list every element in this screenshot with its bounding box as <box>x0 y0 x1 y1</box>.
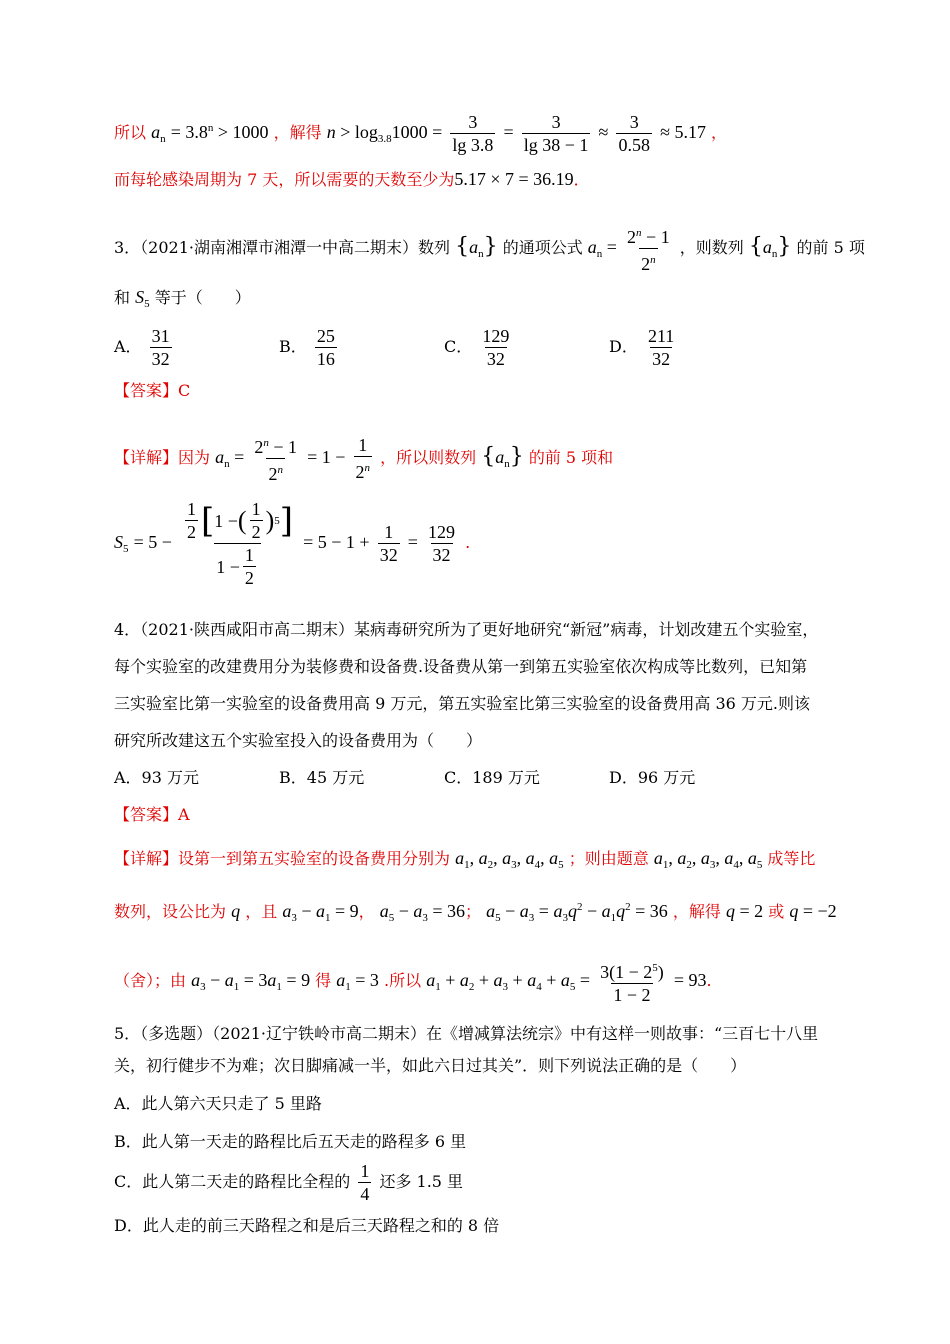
math-s5: $S_5$ <box>114 532 129 555</box>
text: 32 <box>486 349 505 369</box>
text: 2 <box>641 254 651 274</box>
math-a1: $a_1 = 3$ <box>336 970 379 993</box>
text: 2 <box>244 568 254 588</box>
text: 数列，设公比为 <box>114 902 227 921</box>
q5-option-a[interactable]: A．此人第六天只走了 5 里路 <box>114 1094 322 1113</box>
text: = −2 <box>802 901 837 921</box>
text: 3.8 <box>377 133 392 145</box>
text: 3 <box>629 112 639 132</box>
text: 5 <box>274 514 280 527</box>
big-numerator: $\frac{1}{2}$ [ 1 − ( $\frac{1}{2}$ ) 5 ] <box>187 499 294 542</box>
fraction <box>480 325 511 370</box>
math-s5: $S_5$ <box>135 287 150 310</box>
text: C．此人第二天走的路程比全程的 <box>114 1172 351 1191</box>
q3-s5-equation <box>114 498 470 589</box>
text: 而每轮感染周期为 7 天，所以需要的天数至少为 <box>114 170 455 189</box>
fraction-result <box>426 521 457 566</box>
q5-stem-line-2: 关，初行健步不为难；次日脚痛减一半，如此六日过其关”．则下列说法正确的是（ ） <box>114 1056 747 1075</box>
text: 32 <box>432 545 451 565</box>
text: 31 <box>151 326 170 346</box>
text: 2 <box>254 437 264 457</box>
half-den <box>243 544 256 589</box>
fraction-formula: $\frac{2^n - 1}{2^n}$ <box>254 437 298 484</box>
fraction-2 <box>522 111 591 156</box>
text: = 1 − <box>307 447 346 467</box>
text: n <box>207 122 214 134</box>
text: B． <box>279 337 307 356</box>
text: − 1 <box>641 227 670 247</box>
text: 1 − <box>216 556 240 577</box>
text: ，则数列 <box>679 238 744 257</box>
text: ， <box>711 123 728 142</box>
text: ． <box>573 170 590 189</box>
text: （舍）；由 <box>114 971 187 990</box>
text: ) <box>657 962 664 982</box>
text: > 1000 <box>213 122 269 142</box>
text: = 5 − <box>133 532 172 552</box>
approx: ≈ <box>598 122 609 142</box>
text: lg 38 − 1 <box>523 135 589 155</box>
text: = 5 − 1 + <box>303 532 370 552</box>
math-an: $a_n$ <box>151 122 166 145</box>
text: = 3.8 <box>170 122 208 142</box>
text: 32 <box>379 545 398 565</box>
text: 等于（ ） <box>154 288 251 307</box>
big-denominator <box>214 543 261 589</box>
text: 还多 1.5 里 <box>379 1172 464 1191</box>
text: 2 <box>627 227 637 247</box>
q3-answer: 【答案】C <box>114 381 191 400</box>
text: 16 <box>316 349 335 369</box>
math-eq1: $a_3 - a_1 = 9$ <box>282 901 359 924</box>
q3-option-b[interactable] <box>279 325 340 370</box>
math-q1: q = 2 <box>725 901 764 921</box>
text: 1 − 2 <box>613 985 651 1005</box>
text: 和 <box>114 288 131 307</box>
text: 32 <box>151 349 170 369</box>
text: 3 <box>468 112 478 132</box>
fraction-sum <box>598 957 666 1006</box>
text: 2 <box>187 522 196 542</box>
math-an: $a_n$ = <box>215 447 245 470</box>
text: D． <box>609 337 638 356</box>
q3-option-d[interactable] <box>609 325 679 370</box>
text: ≈ 5.17 <box>660 122 706 142</box>
q4-option-a[interactable]: A．93 万元 <box>114 768 200 787</box>
q5-option-c[interactable] <box>114 1160 463 1205</box>
math-terms-2: $a_1$, $a_2$, $a_3$, $a_4$, $a_5$ <box>653 848 763 871</box>
q4-detail-line-3 <box>114 957 712 1006</box>
q3-option-a[interactable] <box>114 325 175 370</box>
text: C． <box>444 337 473 356</box>
fraction-formula: $\frac{2^n - 1}{2^n}$ <box>627 227 670 274</box>
half <box>185 498 198 543</box>
text: 1000 = <box>391 122 443 142</box>
text: 32 <box>652 349 671 369</box>
math-eq: $a_3 - a_1 = 3a_1 = 9$ <box>191 970 311 993</box>
math-ineq <box>171 122 269 142</box>
text: 4 <box>360 1184 370 1204</box>
q4-detail-line-1 <box>114 847 815 876</box>
half-inner <box>250 498 263 543</box>
q5-option-b[interactable]: B．此人第一天走的路程比后五天走的路程多 6 里 <box>114 1132 467 1151</box>
math-seq: $\{a_n\}$ <box>481 444 524 470</box>
text: ，所以则数列 <box>380 448 477 467</box>
text: 25 <box>316 326 335 346</box>
text: ，解得 <box>672 902 721 921</box>
fraction <box>150 325 172 370</box>
math-terms: $a_1$, $a_2$, $a_3$, $a_4$, $a_5$ <box>455 848 564 871</box>
eq: = <box>503 122 514 142</box>
fraction-1-32 <box>378 521 400 566</box>
text: = 2 <box>739 901 764 921</box>
text: 0.58 <box>618 135 650 155</box>
text: . <box>465 533 471 552</box>
q4-stem-line-1: 4．（2021·陕西咸阳市高二期末）某病毒研究所为了更好地研究“新冠”病毒，计划改建五个实验室， <box>114 620 819 639</box>
fraction <box>315 325 337 370</box>
math-seq: $\{a_n\}$ <box>455 234 498 260</box>
text: 2 <box>251 522 261 542</box>
text: 1 <box>360 1161 370 1181</box>
text: 得 <box>315 971 332 990</box>
text: 1 <box>251 499 261 519</box>
text: = 9 <box>286 970 311 990</box>
text: 211 <box>647 326 675 346</box>
q5-option-d[interactable]: D．此人走的前三天路程之和是后三天路程之和的 8 倍 <box>114 1216 500 1235</box>
q3-stem-line-2 <box>114 286 251 315</box>
q3-stem-line-1 <box>114 222 865 275</box>
text: 2 <box>268 464 278 484</box>
math-q: q <box>231 901 241 921</box>
text: 1 <box>384 522 394 542</box>
text: 1 <box>358 435 368 455</box>
q3-detail-line-1 <box>114 432 613 485</box>
text: = 36 <box>432 901 466 921</box>
math-q2: q = −2 <box>789 901 837 921</box>
prev-solution-line-1 <box>114 111 727 156</box>
text: 的通项公式 <box>502 238 583 257</box>
text: = 36 <box>635 901 668 921</box>
q4-stem-line-2: 每个实验室的改建费用分为装修费和设备费.设备费从第一到第五实验室依次构成等比数列，已知第 <box>114 657 808 676</box>
q3-option-c[interactable] <box>444 325 514 370</box>
q5-stem-line-1: 5．（多选题）（2021·辽宁铁岭市高二期末）在《增减算法统宗》中有这样一则故事：“三百七十八里 <box>114 1024 819 1043</box>
text: 5 <box>652 962 658 974</box>
fraction-half-n: $\frac{1}{2^n}$ <box>355 435 371 482</box>
text: 的前 5 项 <box>796 238 865 257</box>
text: ，解得 <box>273 123 322 142</box>
text: 【详解】因为 <box>114 448 211 467</box>
q4-option-d[interactable]: D．96 万元 <box>609 768 696 787</box>
math-eq3: $a_5 - a_3 = a_3q^2 - a_1q^2 = 36$ <box>486 901 668 924</box>
math-sum: $a_1 + a_2 + a_3 + a_4 + a_5$ = <box>426 970 590 993</box>
q4-option-c[interactable]: C．189 万元 <box>444 768 540 787</box>
q4-stem-line-3: 三实验室比第一实验室的设备费用高 9 万元，第五实验室比第三实验室的设备费用高 36 万元.则该 <box>114 694 810 713</box>
text: = 9 <box>334 901 359 921</box>
text: 成等比 <box>767 849 816 868</box>
text: 129 <box>482 326 510 346</box>
text: . <box>706 971 712 990</box>
text: 1 <box>244 545 254 565</box>
text: 3 <box>551 112 561 132</box>
eq: = <box>407 532 418 552</box>
text: ；则由题意 <box>568 849 649 868</box>
fraction <box>646 325 676 370</box>
fraction-1 <box>450 111 495 156</box>
math-seq-2: $\{a_n\}$ <box>748 234 792 260</box>
text: 或 <box>768 902 785 921</box>
text: lg 3.8 <box>452 135 494 155</box>
text: 2 <box>355 462 365 482</box>
q4-stem-line-4: 研究所改建这五个实验室投入的设备费用为（ ） <box>114 731 483 750</box>
text: 的前 5 项和 <box>528 448 614 467</box>
math-formula: $a_n$ = <box>587 237 617 260</box>
text: = 93 <box>673 970 707 990</box>
text: A． <box>114 337 142 356</box>
text: = 3 <box>355 970 379 990</box>
q4-option-b[interactable]: B．45 万元 <box>279 768 365 787</box>
text: 3(1 − 2 <box>600 962 653 982</box>
q4-answer: 【答案】A <box>114 805 190 824</box>
text: ，且 <box>245 902 278 921</box>
text: 3．（2021·湖南湘潭市湘潭一中高二期末）数列 <box>114 238 450 257</box>
text: 所以 <box>114 123 147 142</box>
prev-solution-line-2 <box>114 168 590 191</box>
math-log: $n > \log_{3.8}1000$ = <box>326 122 443 145</box>
math-eq2: $a_5 - a_3 = 36$ <box>379 901 466 924</box>
text: 1 <box>187 499 196 519</box>
big-fraction <box>180 498 295 589</box>
fraction-3 <box>616 111 652 156</box>
text: − 1 <box>268 437 298 457</box>
text: 5.17 × 7 = 36.19 <box>454 169 574 189</box>
text: .所以 <box>384 971 422 990</box>
text: 【详解】设第一到第五实验室的设备费用分别为 <box>114 849 451 868</box>
text: 129 <box>428 522 456 542</box>
q4-detail-line-2: 数列，设公比为 q ，且 $a_3 - a_1 = 9$， $a_5 - a_3 = 36$； $a_5 - a_3 = a_3q^2 - a_1q^2 = 36$ ，解得 q = 2 或 q = −2 <box>114 901 837 924</box>
fraction-quarter <box>358 1160 371 1205</box>
